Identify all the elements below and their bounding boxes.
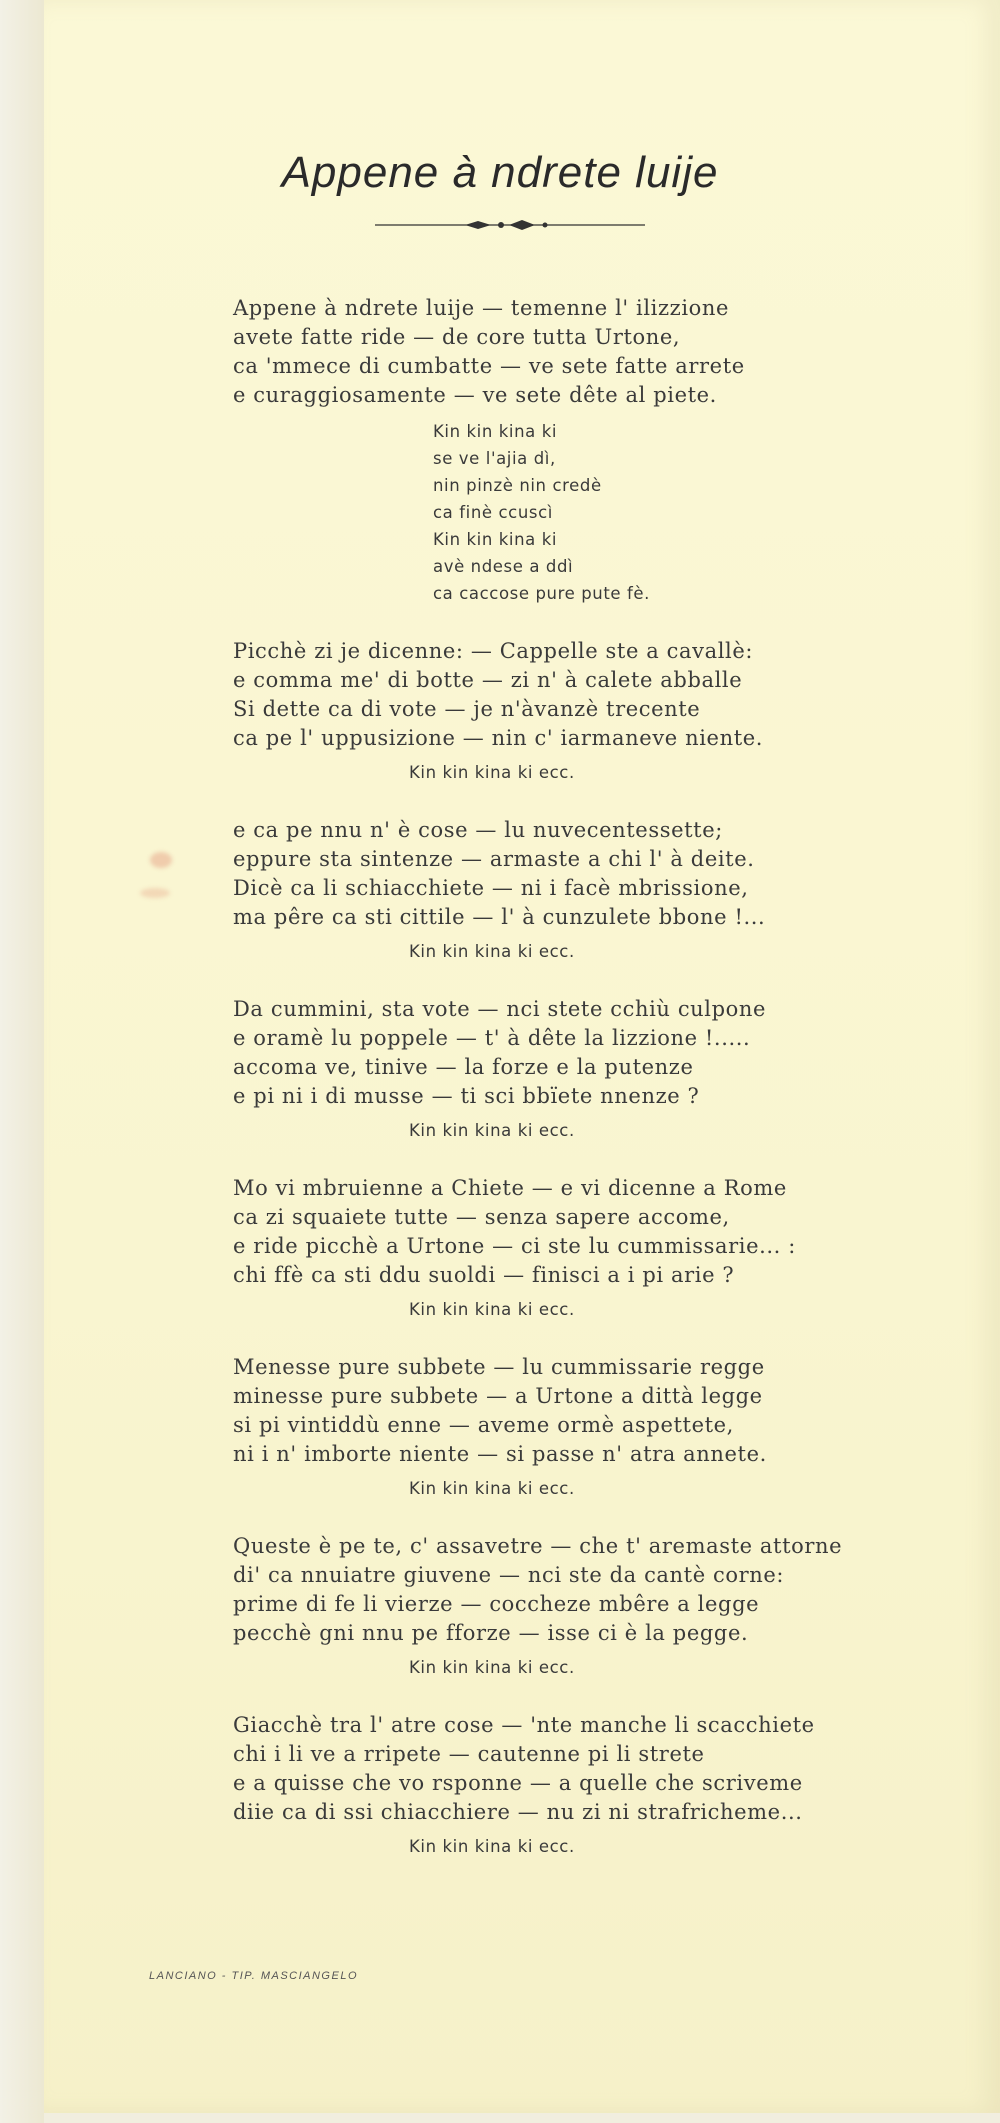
verse-line: ma pêre ca sti cittile — l' à cunzulete bbone !... — [233, 905, 766, 929]
verse-line: Giacchè tra l' atre cose — 'nte manche li scacchiete — [233, 1713, 815, 1737]
verse — [233, 294, 833, 607]
verse-line: e pi ni i di musse — ti sci bbïete nnenze ? — [233, 1084, 700, 1108]
verse — [233, 1174, 833, 1323]
refrain: Kin kin kina ki ecc. — [409, 942, 575, 961]
chorus-line: ca caccose pure pute fè. — [433, 584, 650, 603]
verse-line: accoma ve, tinive — la forze e la putenze — [233, 1055, 694, 1079]
verse-line: diie ca di ssi chiacchiere — nu zi ni strafricheme... — [233, 1800, 803, 1824]
chorus-line: ca finè ccuscì — [433, 503, 553, 522]
refrain: Kin kin kina ki ecc. — [409, 1837, 575, 1856]
page-title: Appene à ndrete luije — [281, 148, 719, 197]
chorus-line: nin pinzè nin credè — [433, 476, 602, 495]
verse-line: pecchè gni nnu pe fforze — isse ci è la pegge. — [233, 1621, 749, 1645]
verse — [233, 1353, 833, 1502]
verse-line: Dicè ca li schiacchiete — ni i facè mbrissione, — [233, 876, 749, 900]
verse-line: si pi vintiddù enne — aveme ormè aspettete, — [233, 1413, 734, 1437]
chorus-line: Kin kin kina ki — [433, 530, 558, 549]
verse — [233, 816, 833, 965]
poem — [233, 294, 843, 1890]
verse-line: di' ca nnuiatre giuvene — nci ste da cantè corne: — [233, 1563, 785, 1587]
verse-line: Da cummini, sta vote — nci stete cchiù culpone — [233, 997, 767, 1021]
refrain: Kin kin kina ki ecc. — [409, 1658, 575, 1677]
refrain: Kin kin kina ki ecc. — [409, 763, 575, 782]
chorus-line: se ve l'ajia dì, — [433, 449, 556, 468]
verse-line: e ride picchè a Urtone — ci ste lu cummissarie... : — [233, 1234, 796, 1258]
verse-line: e ca pe nnu n' è cose — lu nuvecentessette; — [233, 818, 723, 842]
verse-line: minesse pure subbete — a Urtone a dittà legge — [233, 1384, 763, 1408]
verse — [233, 1532, 843, 1681]
chorus-line: Kin kin kina ki — [433, 422, 558, 441]
verse-line: ni i n' imborte niente — si passe n' atra annete. — [233, 1442, 767, 1466]
verse-line: Appene à ndrete luije — temenne l' ilizzione — [233, 296, 730, 320]
verse-line: avete fatte ride — de core tutta Urtone, — [233, 325, 681, 349]
verse-line: e a quisse che vo rsponne — a quelle che scriveme — [233, 1771, 803, 1795]
refrain: Kin kin kina ki ecc. — [409, 1479, 575, 1498]
page-margin — [0, 0, 44, 2123]
verse-line: Si dette ca di vote — je n'àvanzè trecente — [233, 697, 701, 721]
title-ornament — [375, 218, 645, 232]
verse-line: Picchè zi je dicenne: — Cappelle ste a cavallè: — [233, 639, 754, 663]
refrain: Kin kin kina ki ecc. — [409, 1300, 575, 1319]
paper-stain — [150, 852, 172, 868]
verse-line: chi i li ve a rripete — cautenne pi li strete — [233, 1742, 705, 1766]
refrain: Kin kin kina ki ecc. — [409, 1121, 575, 1140]
verse-line: e comma me' di botte — zi n' à calete abballe — [233, 668, 743, 692]
verse-line: ca pe l' uppusizione — nin c' iarmaneve niente. — [233, 726, 764, 750]
verse-line: e oramè lu poppele — t' à dête la lizzione !..... — [233, 1026, 751, 1050]
verse-line: Mo vi mbruienne a Chiete — e vi dicenne a Rome — [233, 1176, 787, 1200]
verse-line: ca zi squaiete tutte — senza sapere accome, — [233, 1205, 730, 1229]
verse-line: e curaggiosamente — ve sete dête al piete. — [233, 383, 717, 407]
verse — [233, 1711, 833, 1860]
verse-line: chi ffè ca sti ddu suoldi — finisci a i pi arie ? — [233, 1263, 735, 1287]
verse-line: Menesse pure subbete — lu cummissarie regge — [233, 1355, 765, 1379]
printer-credit: LANCIANO - TIP. MASCIANGELO — [149, 1970, 359, 1982]
chorus-line: avè ndese a ddì — [433, 557, 574, 576]
chorus — [433, 418, 833, 607]
verse — [233, 995, 833, 1144]
verse-line: prime di fe li vierze — coccheze mbêre a legge — [233, 1592, 760, 1616]
verse-line: ca 'mmece di cumbatte — ve sete fatte arrete — [233, 354, 745, 378]
verse-line: Queste è pe te, c' assavetre — che t' aremaste attorne — [233, 1534, 843, 1558]
verse — [233, 637, 833, 786]
paper-stain — [140, 888, 170, 898]
verse-line: eppure sta sintenze — armaste a chi l' à deite. — [233, 847, 755, 871]
